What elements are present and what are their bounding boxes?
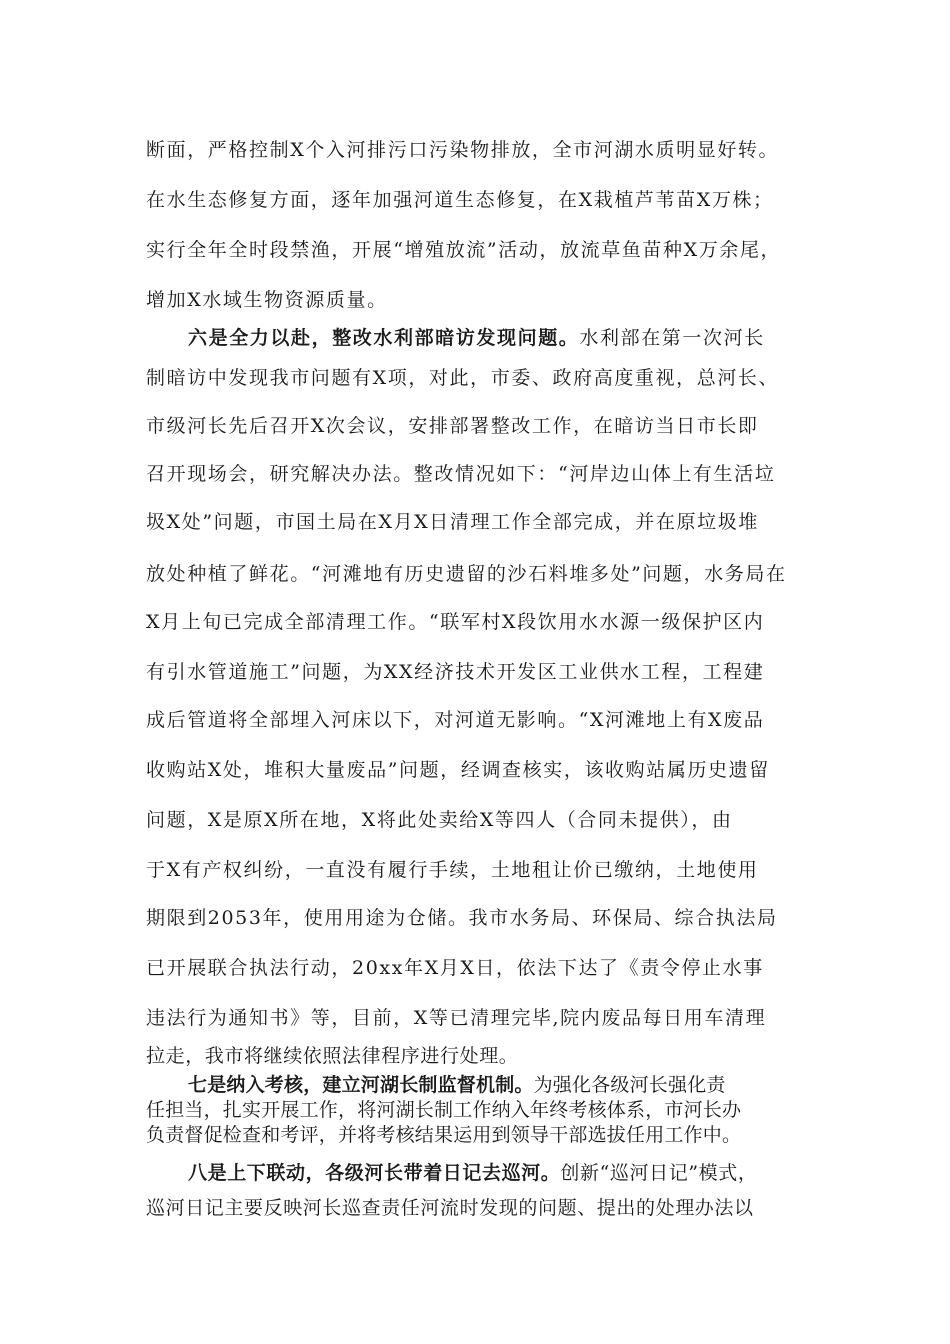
paragraph-lead: 八是上下联动，各级河长带着日记去巡河。 <box>188 1162 561 1184</box>
text-line: X月上旬已完成全部清理工作。“联军村X段饮用水水源一级保护区内 <box>146 611 765 633</box>
text-line: 断面，严格控制X个入河排污口污染物排放，全市河湖水质明显好转。 <box>146 139 780 161</box>
text-line: 在水生态修复方面，逐年加强河道生态修复，在X栽植芦苇苗X万株； <box>146 189 774 211</box>
text-line: 已开展联合执法行动，20xx年X月X日，依法下达了《责令停止水事 <box>146 957 764 979</box>
paragraph-lead-rest: 创新“巡河日记”模式， <box>560 1162 758 1184</box>
text-line <box>188 326 808 350</box>
text-line: 巡河日记主要反映河长巡查责任河流时发现的问题、提出的处理办法以 <box>146 1197 754 1219</box>
text-line: 于X有产权纠纷，一直没有履行手续，土地租让价已缴纳，土地使用 <box>146 859 759 881</box>
text-line: 放处种植了鲜花。“河滩地有历史遗留的沙石料堆多处”问题，水务局在 <box>146 563 787 585</box>
paragraph-lead-rest: 为强化各级河长强化责 <box>533 1074 726 1096</box>
text-line: 召开现场会，研究解决办法。整改情况如下：“河岸边山体上有生活垃 <box>146 463 776 485</box>
text-line: 增加X水域生物资源质量。 <box>146 289 388 311</box>
paragraph-lead-rest: 水利部在第一次河长 <box>579 327 765 349</box>
text-line: 市级河长先后召开X次会议，安排部署整改工作，在暗访当日市长即 <box>146 415 759 437</box>
paragraph-lead: 七是纳入考核，建立河湖长制监督机制。 <box>188 1074 534 1096</box>
text-line: 制暗访中发现我市问题有X项，对此，市委、政府高度重视，总河长、 <box>146 367 780 389</box>
text-line: 问题，X是原X所在地，X将此处卖给X等四人（合同未提供），由 <box>146 809 733 831</box>
paragraph-lead: 六是全力以赴，整改水利部暗访发现问题。 <box>188 327 580 349</box>
text-line: 任担当，扎实开展工作，将河湖长制工作纳入年终考核体系，市河长办 <box>146 1099 742 1121</box>
text-line <box>188 1073 808 1097</box>
text-line: 实行全年全时段禁渔，开展“增殖放流”活动，放流草鱼苗种X万余尾， <box>146 239 782 261</box>
text-line: 违法行为通知书》等，目前，X等已清理完毕,院内废品每日用车清理 <box>146 1007 767 1029</box>
text-line: 圾X处”问题，市国土局在X月X日清理工作全部完成，并在原垃圾堆 <box>146 511 759 533</box>
text-line: 期限到2053年，使用用途为仓储。我市水务局、环保局、综合执法局 <box>146 907 778 929</box>
text-line: 负责督促检查和考评，并将考核结果运用到领导干部选拔任用工作中。 <box>146 1124 742 1146</box>
text-line <box>188 1161 808 1185</box>
text-line: 成后管道将全部埋入河床以下，对河道无影响。“X河滩地上有X废品 <box>146 709 765 731</box>
text-line: 拉走，我市将继续依照法律程序进行处理。 <box>146 1045 519 1067</box>
text-line: 有引水管道施工”问题，为XX经济技术开发区工业供水工程，工程建 <box>146 661 765 683</box>
text-line: 收购站X处，堆积大量废品”问题，经调查核实，该收购站属历史遗留 <box>146 759 770 781</box>
